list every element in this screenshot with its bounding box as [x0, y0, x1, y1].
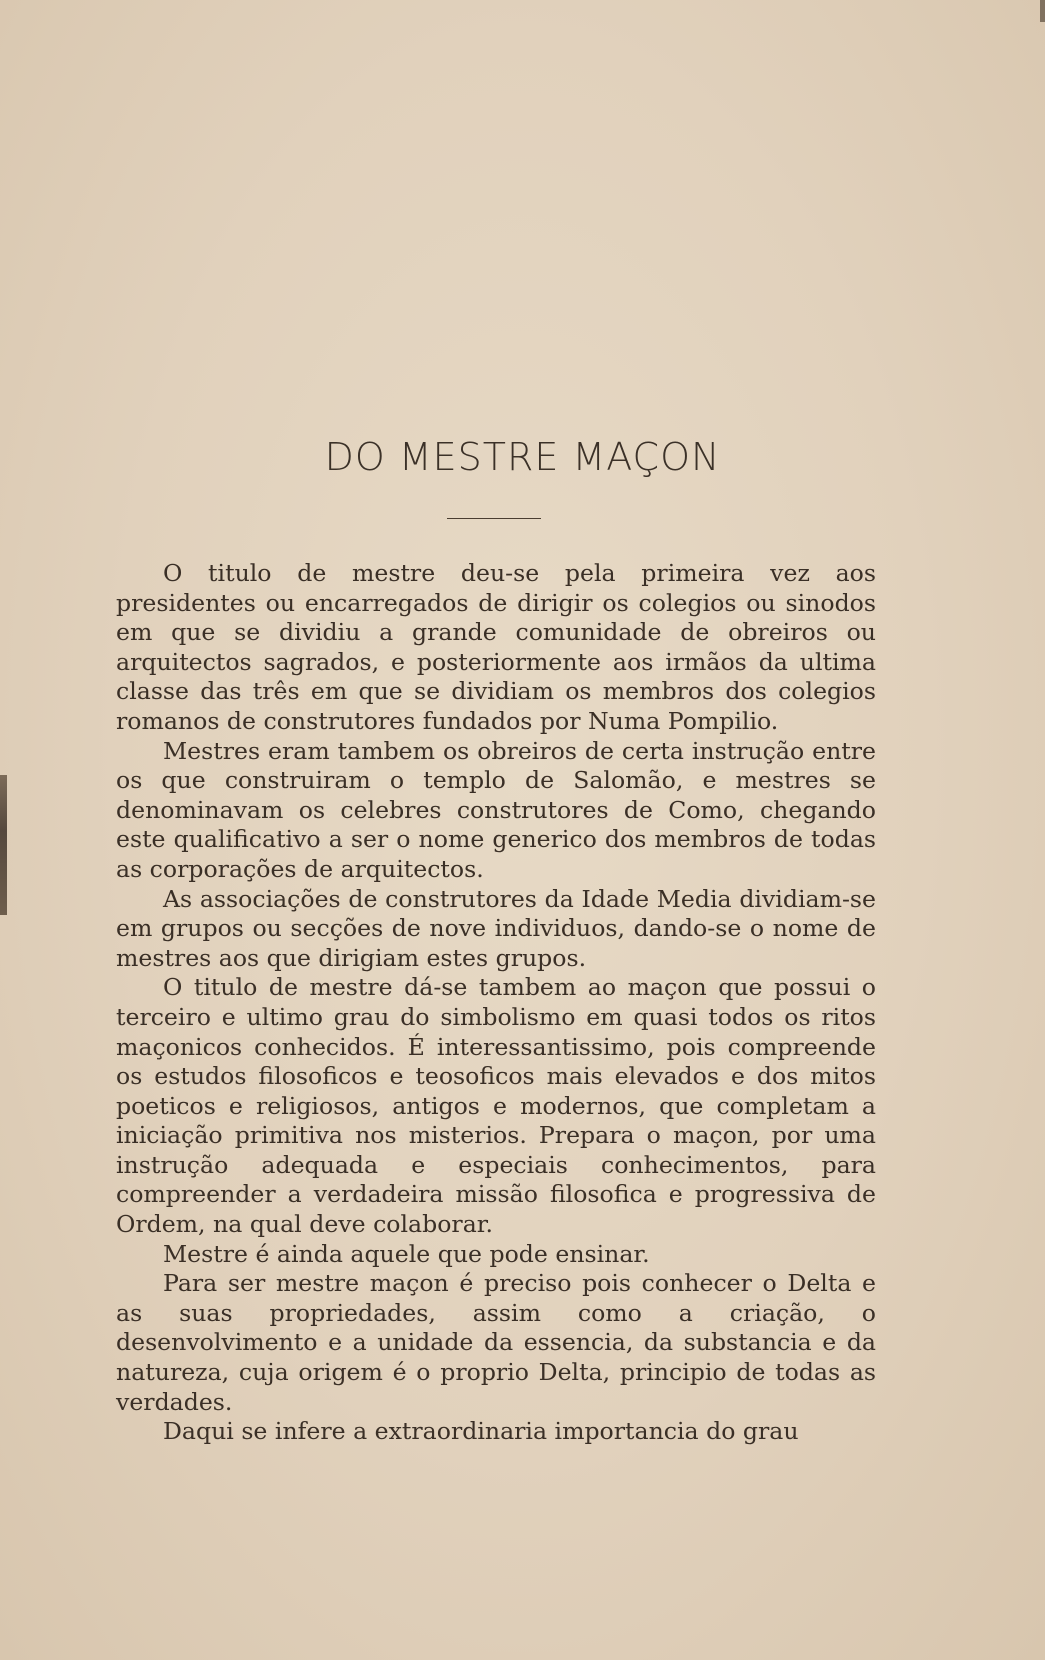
chapter-body — [116, 559, 876, 1447]
paragraph-5: Mestre é ainda aquele que pode ensinar. — [163, 1239, 650, 1268]
corner-mark — [1040, 0, 1045, 22]
paragraph-3: As associações de construtores da Idade Media dividiam-se em grupos ou secções de nove individuos, dando-se o nome de mestres aos que dirigiam estes grupos. — [116, 884, 876, 972]
paragraph-6: Para ser mestre maçon é preciso pois conhecer o Delta e as suas propriedades, assim como a criação, o desenvolvimento e a unidade da essencia, da substancia e da natureza, cuja origem é o proprio Delta, principio de todas as verdades. — [116, 1269, 876, 1416]
paragraph-7: Daqui se infere a extraordinaria importancia do grau — [163, 1417, 799, 1446]
title-divider — [447, 518, 541, 519]
paragraph-2: Mestres eram tambem os obreiros de certa instrução entre os que construiram o templo de Salomão, e mestres se denominavam os celebres construtores de Como, chegando este qualificativo a ser o nome generico dos membros de todas as corporações de arquitectos. — [116, 736, 876, 883]
chapter-title: DO MESTRE MAÇON — [324, 435, 721, 479]
paragraph-4: O titulo de mestre dá-se tambem ao maçon que possui o terceiro e ultimo grau do simbolismo em quasi todos os ritos maçonicos conhecidos. É interessantissimo, pois compreende os estudos filosoficos e teosoficos mais elevados e dos mitos poeticos e religiosos, antigos e modernos, que completam a iniciação primitiva nos misterios. Prepara o maçon, por uma instrução adequada e especiais conhecimentos, para compreender a verdadeira missão filosofica e progressiva de Ordem, na qual deve colaborar. — [116, 973, 876, 1239]
paragraph-1: O titulo de mestre deu-se pela primeira vez aos presidentes ou encarregados de dirigir os colegios ou sinodos em que se dividiu a grande comunidade de obreiros ou arquitectos sagrados, e posteriormente aos irmãos da ultima classe das três em que se dividiam os membros dos colegios romanos de construtores fundados por Numa Pompilio. — [116, 559, 876, 735]
binding-edge-mark — [0, 775, 7, 915]
